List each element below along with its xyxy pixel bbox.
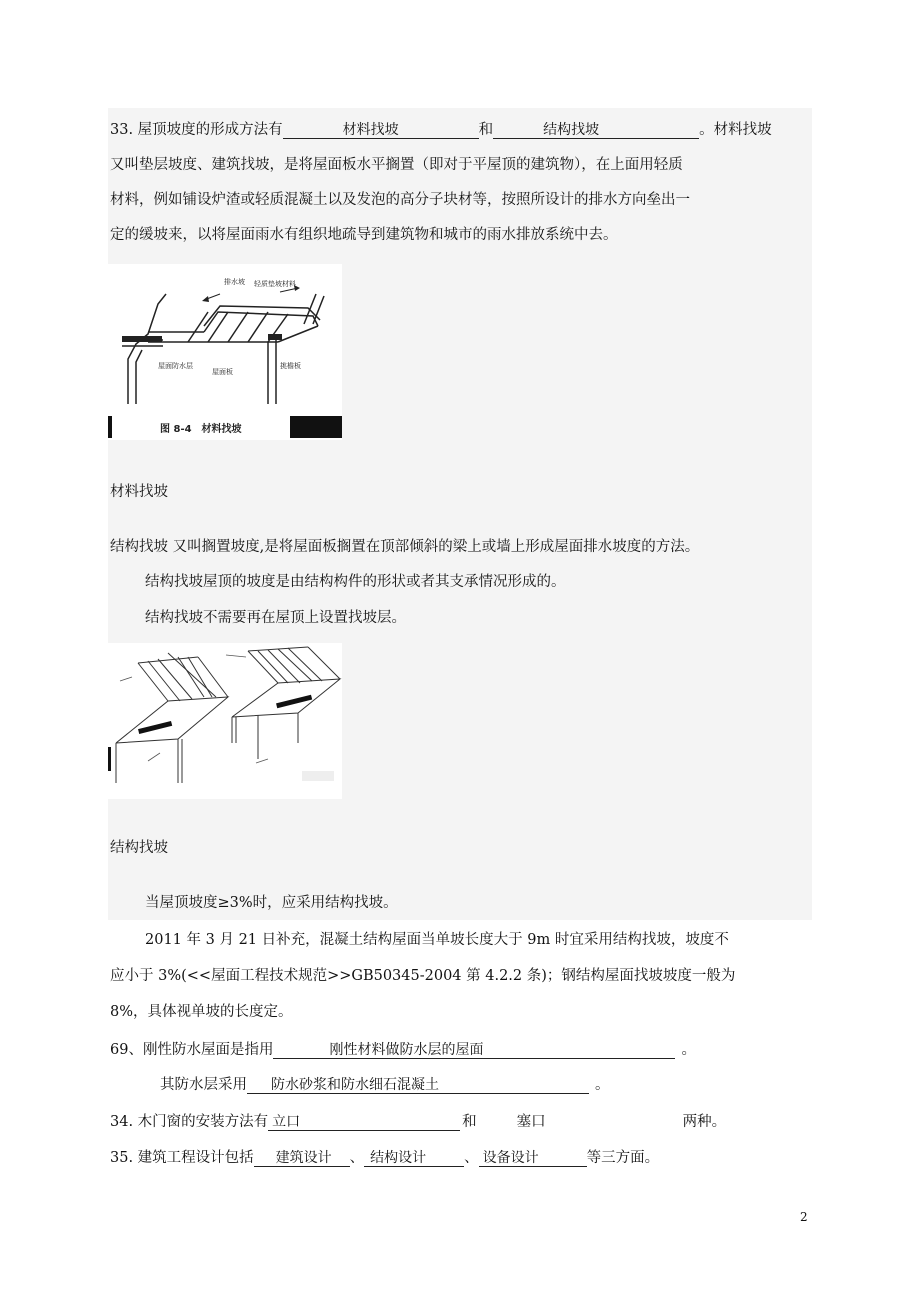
q34-line <box>110 1112 726 1132</box>
q33-line3: 材料，例如铺设炉渣或轻质混凝土以及发泡的高分子块材等，按照所设计的排水方向垒出一 <box>110 192 690 208</box>
q33-line4: 定的缓坡来，以将屋面雨水有组织地疏导到建筑物和城市的雨水排放系统中去。 <box>110 227 618 243</box>
q69-line1 <box>110 1040 696 1060</box>
q69-suffix2: 。 <box>595 1077 610 1093</box>
q35-answer-3: 设备设计 <box>479 1148 587 1167</box>
label-drain: 排水坡 <box>224 278 245 286</box>
q33-line2: 又叫垫层坡度、建筑找坡，是将屋面板水平搁置（即对于平屋顶的建筑物），在上面用轻质 <box>110 157 683 173</box>
structural-line3: 结构找坡不需要再在屋顶上设置找坡层。 <box>145 610 406 626</box>
note-line3: 应小于 3%(<<屋面工程技术规范>>GB50345-2004 第 4.2.2 条)；钢结构屋面找坡坡度一般为 <box>110 968 736 984</box>
figure1-caption: 材料找坡 <box>110 484 168 500</box>
q33-answer-2: 结构找坡 <box>493 120 699 139</box>
q35-answer-1: 建筑设计 <box>254 1148 350 1167</box>
figure2-caption: 结构找坡 <box>110 840 168 856</box>
note-line1: 当屋顶坡度≥3%时，应采用结构找坡。 <box>145 895 398 911</box>
label-slab: 屋面板 <box>212 368 233 376</box>
q69-prefix: 69、刚性防水屋面是指用 <box>110 1042 274 1058</box>
figure-structural-slope <box>108 643 342 799</box>
q33-mid: 和 <box>478 122 494 138</box>
figure-inner-caption: 图 8-4 材料找坡 <box>160 424 242 435</box>
q33-prefix: 33. 屋顶坡度的形成方法有 <box>110 122 283 138</box>
figure-structural-slope-drawing <box>108 643 342 799</box>
figure-material-slope <box>108 264 342 440</box>
q69-answer-1: 刚性材料做防水层的屋面 <box>273 1040 675 1059</box>
q33-line1 <box>110 120 772 140</box>
q34-suffix: 两种。 <box>682 1114 727 1130</box>
q69-line2 <box>160 1075 610 1095</box>
figure-material-slope-drawing <box>108 264 342 440</box>
q33-suffix: 。材料找坡 <box>699 122 772 138</box>
label-light-material: 轻质垫坡材料 <box>254 280 296 288</box>
label-eave: 挑檐板 <box>280 362 301 370</box>
q35-suffix: 等三方面。 <box>586 1150 660 1166</box>
structural-line1: 结构找坡 又叫搁置坡度,是将屋面板搁置在顶部倾斜的梁上或墙上形成屋面排水坡度的方法。 <box>110 539 700 555</box>
page-number: 2 <box>800 1210 808 1224</box>
q34-mid: 和 <box>462 1114 477 1130</box>
q69-answer-2: 防水砂浆和防水细石混凝土 <box>247 1075 589 1094</box>
note-line4: 8%，具体视单坡的长度定。 <box>110 1004 293 1020</box>
q69-prefix2: 其防水层采用 <box>160 1077 247 1093</box>
q35-line <box>110 1148 659 1168</box>
structural-line2: 结构找坡屋顶的坡度是由结构构件的形状或者其支承情况形成的。 <box>145 574 566 590</box>
q34-prefix: 34. 木门窗的安装方法有 <box>110 1114 269 1130</box>
q33-answer-1: 材料找坡 <box>283 120 479 139</box>
q35-prefix: 35. 建筑工程设计包括 <box>110 1150 254 1166</box>
label-waterproof: 屋面防水层 <box>158 362 193 370</box>
note-line2: 2011 年 3 月 21 日补充，混凝土结构屋面当单坡长度大于 9m 时宜采用结构找坡，坡度不 <box>145 932 729 948</box>
q35-sep2: 、 <box>464 1150 479 1166</box>
q69-suffix: 。 <box>681 1042 696 1058</box>
q35-answer-2: 结构设计 <box>364 1148 464 1167</box>
q34-answer-1: 立口 <box>268 1112 460 1131</box>
q35-sep1: 、 <box>349 1150 365 1166</box>
q34-answer-2: 塞口 <box>516 1114 546 1130</box>
